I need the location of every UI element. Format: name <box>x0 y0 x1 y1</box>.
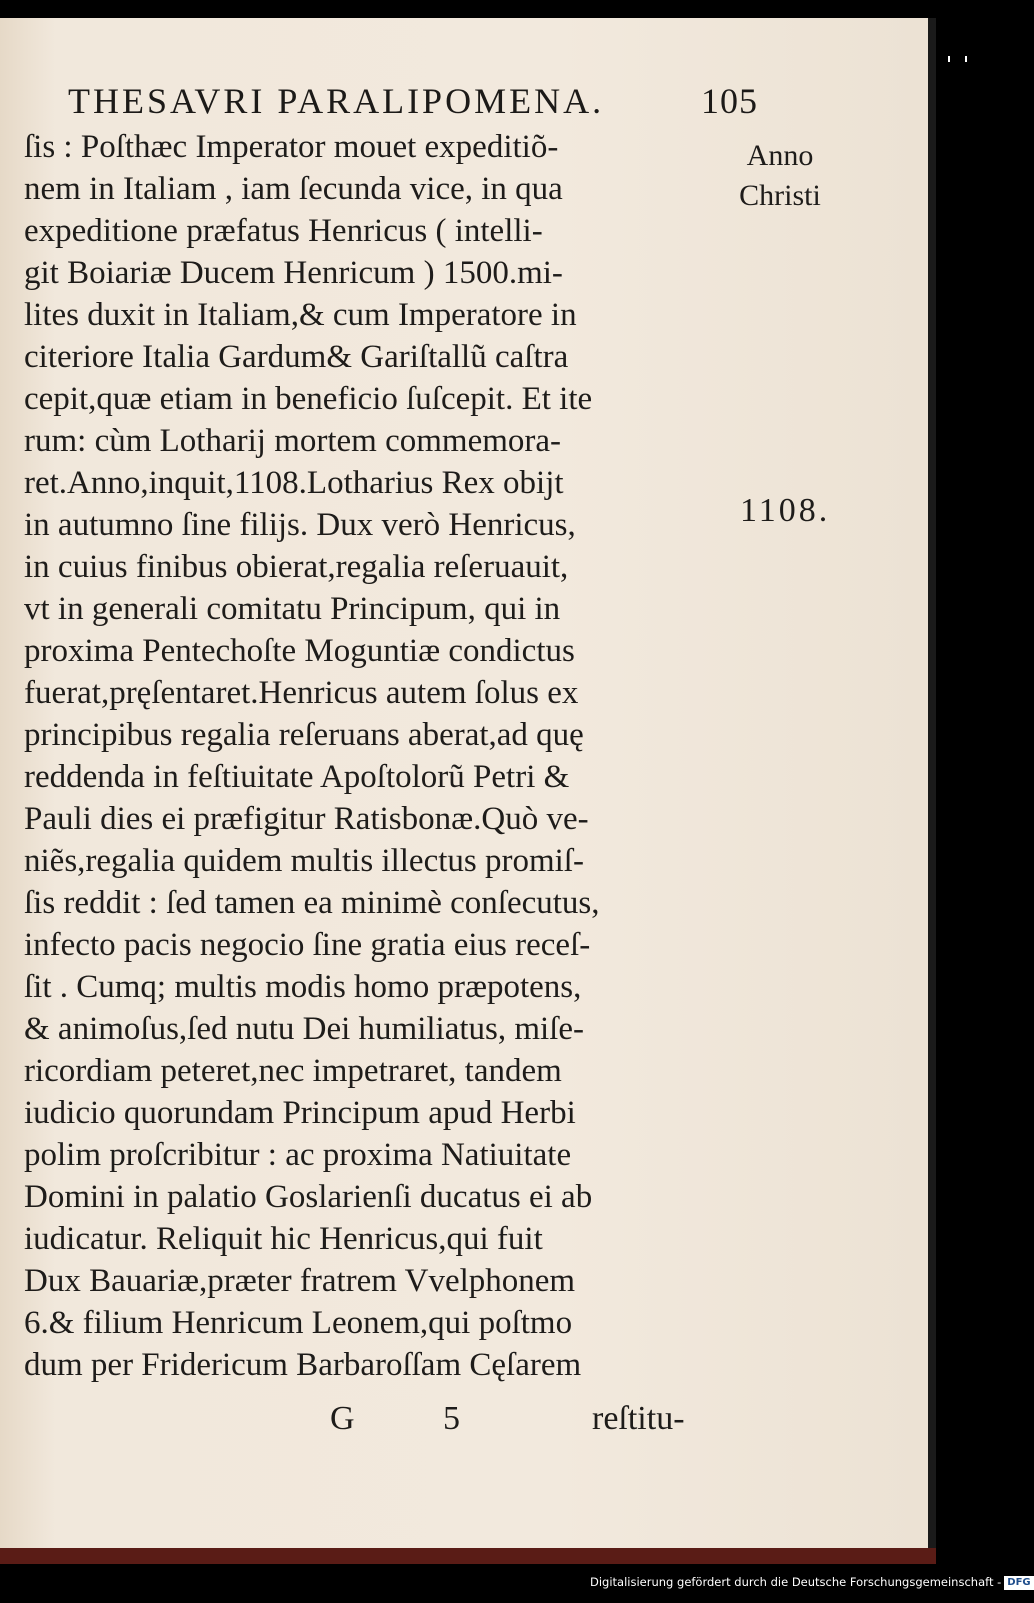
text-line: in cuius finibus obierat,regalia reſeruauit, <box>24 549 569 585</box>
page-number: 105 <box>701 81 758 121</box>
text-line: principibus regalia reſeruans aberat,ad quę <box>24 717 584 753</box>
page-footer-line <box>330 1400 730 1444</box>
text-line: iudicio quorundam Principum apud Herbi <box>24 1095 576 1131</box>
text-line: rum: cùm Lotharij mortem commemora- <box>24 423 562 459</box>
text-line: nem in Italiam , iam ſecunda vice, in qua <box>24 171 563 207</box>
text-line: proxima Pentechoſte Moguntiæ condictus <box>24 633 575 669</box>
text-line: Pauli dies ei præfigitur Ratisbonæ.Quò ve- <box>24 801 589 837</box>
running-head <box>68 80 758 128</box>
credit-text: Digitalisierung gefördert durch die Deutsche Forschungsgemeinschaft - <box>590 1575 1002 1589</box>
book-page <box>0 18 928 1548</box>
text-line: reddenda in feſtiuitate Apoſtolorũ Petri & <box>24 759 570 795</box>
margin-note-anno: Anno <box>746 139 814 172</box>
scan-edge-mark <box>965 56 967 62</box>
text-line: ret.Anno,inquit,1108.Lotharius Rex obijt <box>24 465 564 501</box>
dfg-logo-icon: DFG <box>1004 1576 1033 1590</box>
page-edge-shadow <box>928 18 936 1548</box>
margin-note-year: 1108. <box>740 492 831 529</box>
text-line: expeditione præfatus Henricus ( intelli- <box>24 213 543 249</box>
margin-note-christi: Christi <box>739 179 821 212</box>
text-line: ſis reddit : ſed tamen ea minimè conſecutus, <box>24 885 600 921</box>
text-line: 6.& filium Henricum Leonem,qui poſtmo <box>24 1305 573 1341</box>
text-line: dum per Fridericum Barbaroſſam Cęſarem <box>24 1347 582 1383</box>
text-line: citeriore Italia Gardum& Gariſtallũ caſtra <box>24 339 569 375</box>
text-line: Dux Bauariæ,præter fratrem Vvelphonem <box>24 1263 576 1299</box>
text-line: git Boiariæ Ducem Henricum ) 1500.mi- <box>24 255 563 291</box>
text-line: infecto pacis negocio ſine gratia eius receſ- <box>24 927 591 963</box>
text-line: iudicatur. Reliquit hic Henricus,qui fuit <box>24 1221 543 1257</box>
margin-note-anno-christi <box>730 136 830 216</box>
scan-edge-mark <box>948 56 950 62</box>
text-line: ſit . Cumq; multis modis homo præpotens, <box>24 969 582 1005</box>
text-line: & animoſus,ſed nutu Dei humiliatus, miſe- <box>24 1011 585 1047</box>
page-bottom-band <box>0 1548 936 1564</box>
text-line: cepit,quæ etiam in beneficio ſuſcepit. Et ite <box>24 381 593 417</box>
text-line: ricordiam peteret,nec impetraret, tandem <box>24 1053 562 1089</box>
text-line: fuerat,pręſentaret.Henricus autem ſolus ex <box>24 675 579 711</box>
running-head-title: THESAVRI PARALIPOMENA. <box>68 81 605 121</box>
text-line: niẽs,regalia quidem multis illectus promiſ- <box>24 843 584 879</box>
text-line: polim proſcribitur : ac proxima Natiuitate <box>24 1137 572 1173</box>
catchword: reſtitu- <box>592 1400 685 1437</box>
text-line: ſis : Poſthæc Imperator mouet expeditiõ- <box>24 129 559 165</box>
digitization-credit <box>590 1575 1031 1595</box>
text-line: in autumno ſine filijs. Dux verò Henricus, <box>24 507 576 543</box>
signature-mark: G 5 <box>330 1400 501 1437</box>
body-text <box>24 126 724 1386</box>
text-line: Domini in palatio Goslarienſi ducatus ei ab <box>24 1179 593 1215</box>
text-line: vt in generali comitatu Principum, qui in <box>24 591 561 627</box>
text-line: lites duxit in Italiam,& cum Imperatore in <box>24 297 577 333</box>
